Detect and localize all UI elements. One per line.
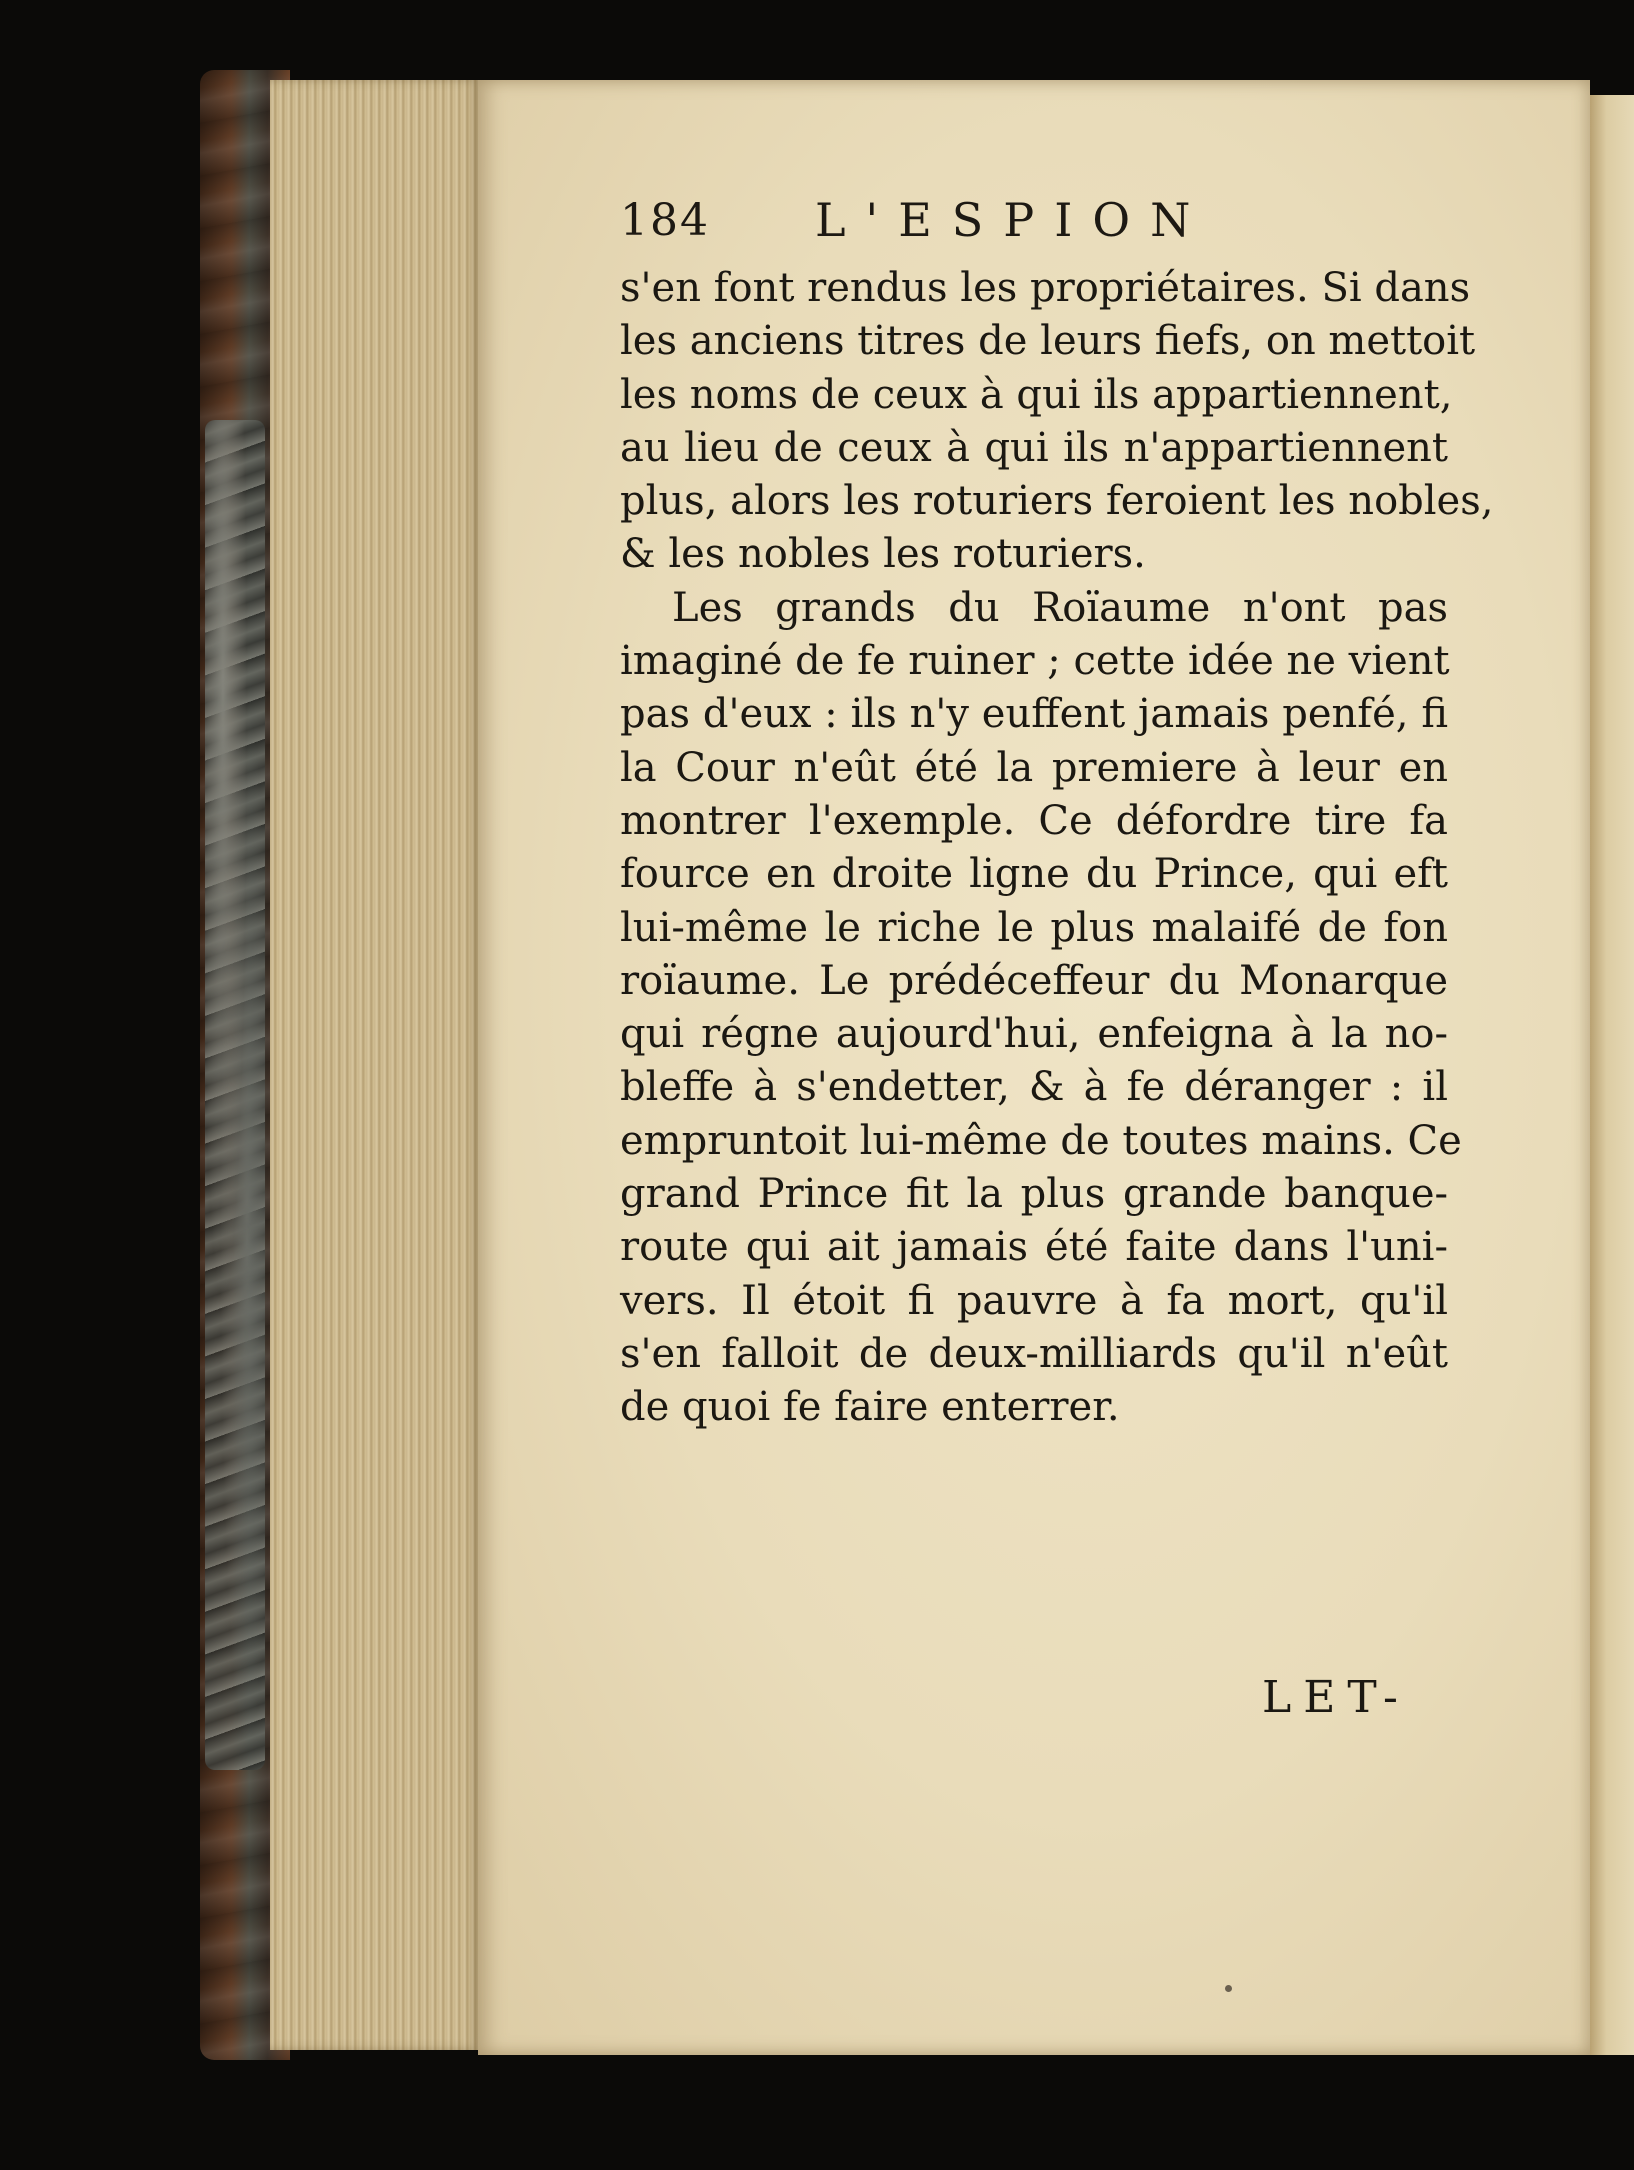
page-edges bbox=[270, 80, 480, 2050]
text-line: les anciens titres de leurs fiefs, on mettoit bbox=[620, 318, 1476, 365]
running-head bbox=[620, 195, 1240, 251]
text-line: fource en droite ligne du Prince, qui eft bbox=[620, 851, 1448, 898]
paper-speck bbox=[1225, 1985, 1232, 1992]
text-line: plus, alors les roturiers feroient les nobles, bbox=[620, 478, 1494, 525]
catchword: LET- bbox=[1262, 1672, 1410, 1723]
text-line: montrer l'exemple. Ce défordre tire fa bbox=[620, 797, 1448, 844]
text-line: empruntoit lui-même de toutes mains. Ce bbox=[620, 1117, 1462, 1164]
text-line: roïaume. Le prédéceffeur du Monarque bbox=[620, 957, 1448, 1004]
text-line: s'en font rendus les propriétaires. Si dans bbox=[620, 265, 1471, 311]
text-line: bleffe à s'endetter, & à fe déranger : il bbox=[620, 1064, 1448, 1111]
text-line: pas d'eux : ils n'y euffent jamais penfé, fi bbox=[620, 691, 1448, 738]
text-line: lui-même le riche le plus malaifé de fon bbox=[620, 904, 1448, 951]
text-line: & les nobles les roturiers. bbox=[620, 531, 1146, 578]
text-line: qui régne aujourd'hui, enfeigna à la no- bbox=[620, 1011, 1448, 1058]
text-line: route qui ait jamais été faite dans l'uni- bbox=[620, 1224, 1448, 1271]
text-line: les noms de ceux à qui ils appartiennent, bbox=[620, 371, 1453, 418]
facing-page-edge bbox=[1588, 95, 1634, 2055]
marbled-cover-paper bbox=[205, 420, 265, 1770]
text-line: Les grands du Roïaume n'ont pas bbox=[672, 584, 1448, 631]
text-line: vers. Il étoit fi pauvre à fa mort, qu'il bbox=[620, 1277, 1448, 1324]
text-line: grand Prince fit la plus grande banque- bbox=[620, 1171, 1448, 1218]
text-line: de quoi fe faire enterrer. bbox=[620, 1384, 1120, 1431]
body-text bbox=[620, 262, 1494, 1435]
running-title: L'ESPION bbox=[815, 193, 1211, 247]
text-line: imaginé de fe ruiner ; cette idée ne vient bbox=[620, 638, 1450, 685]
page-number: 184 bbox=[620, 195, 710, 246]
text-line: au lieu de ceux à qui ils n'appartiennent bbox=[620, 424, 1448, 471]
text-line: s'en falloit de deux-milliards qu'il n'eût bbox=[620, 1330, 1448, 1377]
text-line: la Cour n'eût été la premiere à leur en bbox=[620, 744, 1448, 791]
